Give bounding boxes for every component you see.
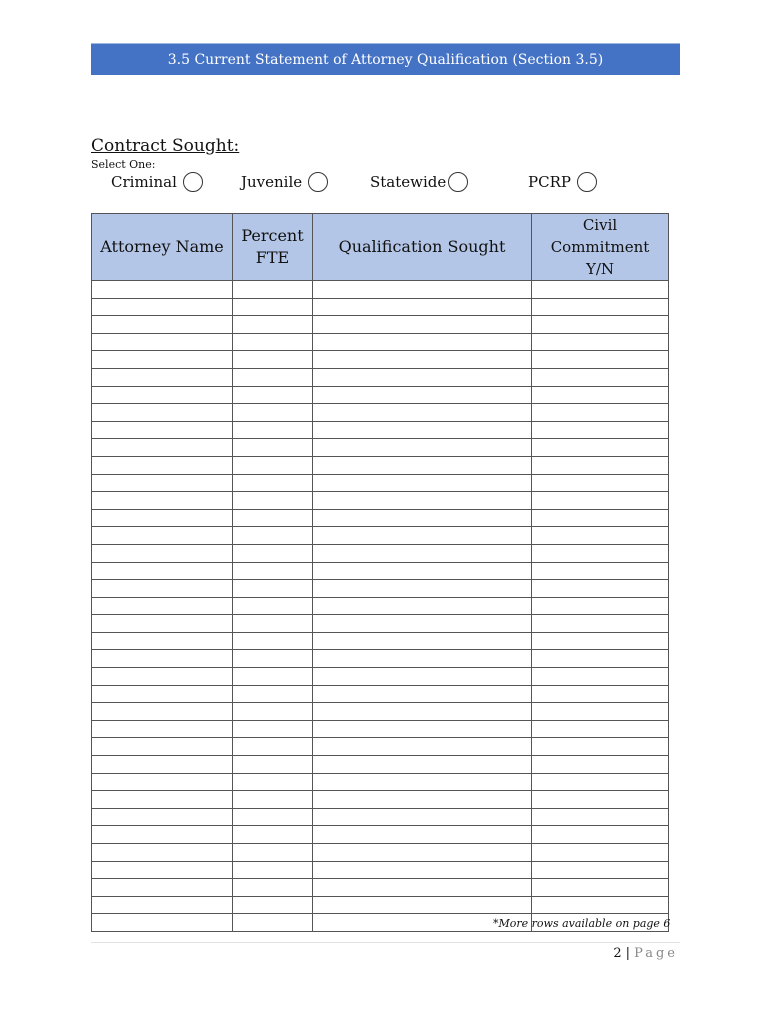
civil-commitment-cell[interactable] — [532, 544, 669, 562]
table-row — [92, 650, 669, 668]
civil-commitment-cell[interactable] — [532, 404, 669, 422]
table-body — [92, 281, 669, 932]
qualification-sought-cell[interactable] — [313, 368, 532, 386]
table-row — [92, 316, 669, 334]
civil-commitment-cell[interactable] — [532, 298, 669, 316]
page-separator: | — [625, 946, 631, 961]
attorney-name-cell[interactable] — [92, 756, 233, 774]
attorney-name-cell[interactable] — [92, 544, 233, 562]
option-criminal-label: Criminal — [111, 173, 177, 191]
civil-commitment-cell[interactable] — [532, 456, 669, 474]
qualification-sought-cell[interactable] — [313, 492, 532, 510]
attorney-name-cell[interactable] — [92, 474, 233, 492]
percent-fte-cell[interactable] — [233, 826, 313, 844]
civil-commitment-cell[interactable] — [532, 632, 669, 650]
table-row — [92, 333, 669, 351]
percent-fte-cell[interactable] — [233, 351, 313, 369]
table-row — [92, 527, 669, 545]
qualification-sought-cell[interactable] — [313, 844, 532, 862]
civil-commitment-cell[interactable] — [532, 896, 669, 914]
column-header-line: Civil Commitment — [550, 216, 650, 256]
attorney-name-cell[interactable] — [92, 421, 233, 439]
percent-fte-cell[interactable] — [233, 791, 313, 809]
table-row — [92, 597, 669, 615]
percent-fte-cell[interactable] — [233, 597, 313, 615]
attorney-name-cell[interactable] — [92, 333, 233, 351]
column-header-line: Percent — [241, 226, 304, 245]
contract-sought-title: Contract Sought: — [91, 136, 240, 156]
attorney-name-cell[interactable] — [92, 650, 233, 668]
column-header-percent-fte — [233, 214, 313, 281]
attorney-name-cell[interactable] — [92, 386, 233, 404]
option-criminal — [111, 172, 203, 192]
qualification-sought-cell[interactable] — [313, 791, 532, 809]
civil-commitment-cell[interactable] — [532, 826, 669, 844]
civil-commitment-cell[interactable] — [532, 333, 669, 351]
percent-fte-cell[interactable] — [233, 439, 313, 457]
qualification-sought-cell[interactable] — [313, 738, 532, 756]
option-pcrp — [528, 172, 597, 192]
civil-commitment-cell[interactable] — [532, 668, 669, 686]
qualification-sought-cell[interactable] — [313, 808, 532, 826]
percent-fte-cell[interactable] — [233, 844, 313, 862]
table-row — [92, 615, 669, 633]
civil-commitment-cell[interactable] — [532, 281, 669, 299]
attorney-name-cell[interactable] — [92, 738, 233, 756]
table-row — [92, 720, 669, 738]
attorney-name-cell[interactable] — [92, 844, 233, 862]
civil-commitment-cell[interactable] — [532, 844, 669, 862]
attorney-name-cell[interactable] — [92, 632, 233, 650]
percent-fte-cell[interactable] — [233, 333, 313, 351]
qualification-sought-cell[interactable] — [313, 404, 532, 422]
civil-commitment-cell[interactable] — [532, 439, 669, 457]
qualification-sought-cell[interactable] — [313, 896, 532, 914]
table-row — [92, 632, 669, 650]
qualification-sought-cell[interactable] — [313, 527, 532, 545]
civil-commitment-cell[interactable] — [532, 492, 669, 510]
qualification-sought-cell[interactable] — [313, 720, 532, 738]
select-one-label: Select One: — [91, 158, 156, 171]
qualification-sought-cell[interactable] — [313, 668, 532, 686]
percent-fte-cell[interactable] — [233, 562, 313, 580]
percent-fte-cell[interactable] — [233, 615, 313, 633]
percent-fte-cell[interactable] — [233, 580, 313, 598]
percent-fte-cell[interactable] — [233, 298, 313, 316]
attorney-name-cell[interactable] — [92, 597, 233, 615]
attorney-name-cell[interactable] — [92, 826, 233, 844]
percent-fte-cell[interactable] — [233, 386, 313, 404]
percent-fte-cell[interactable] — [233, 773, 313, 791]
attorney-name-cell[interactable] — [92, 791, 233, 809]
table-row — [92, 791, 669, 809]
table-row — [92, 756, 669, 774]
table-row — [92, 826, 669, 844]
qualification-sought-cell[interactable] — [313, 333, 532, 351]
civil-commitment-cell[interactable] — [532, 509, 669, 527]
qualification-sought-cell[interactable] — [313, 281, 532, 299]
percent-fte-cell[interactable] — [233, 421, 313, 439]
qualification-sought-cell[interactable] — [313, 562, 532, 580]
qualification-sought-cell[interactable] — [313, 386, 532, 404]
attorney-name-cell[interactable] — [92, 439, 233, 457]
table-row — [92, 808, 669, 826]
attorney-name-cell[interactable] — [92, 404, 233, 422]
pcrp-radio[interactable] — [577, 172, 597, 192]
civil-commitment-cell[interactable] — [532, 615, 669, 633]
civil-commitment-cell[interactable] — [532, 386, 669, 404]
attorney-name-cell[interactable] — [92, 685, 233, 703]
civil-commitment-cell[interactable] — [532, 316, 669, 334]
civil-commitment-cell[interactable] — [532, 650, 669, 668]
qualification-sought-cell[interactable] — [313, 509, 532, 527]
qualification-sought-cell[interactable] — [313, 597, 532, 615]
percent-fte-cell[interactable] — [233, 756, 313, 774]
footer-divider — [91, 942, 680, 943]
percent-fte-cell[interactable] — [233, 456, 313, 474]
table-row — [92, 456, 669, 474]
civil-commitment-cell[interactable] — [532, 368, 669, 386]
percent-fte-cell[interactable] — [233, 650, 313, 668]
attorney-name-cell[interactable] — [92, 615, 233, 633]
qualification-sought-cell[interactable] — [313, 650, 532, 668]
attorney-name-cell[interactable] — [92, 456, 233, 474]
table-row — [92, 386, 669, 404]
percent-fte-cell[interactable] — [233, 861, 313, 879]
attorney-name-cell[interactable] — [92, 773, 233, 791]
column-header-line: FTE — [255, 248, 290, 267]
qualification-sought-cell[interactable] — [313, 580, 532, 598]
percent-fte-cell[interactable] — [233, 703, 313, 721]
option-statewide — [370, 172, 468, 192]
civil-commitment-cell[interactable] — [532, 879, 669, 897]
table-row — [92, 668, 669, 686]
section-header — [91, 43, 680, 75]
qualification-sought-cell[interactable] — [313, 456, 532, 474]
civil-commitment-cell[interactable] — [532, 773, 669, 791]
table-row — [92, 861, 669, 879]
table-row — [92, 492, 669, 510]
column-header-attorney-name — [92, 214, 233, 281]
attorney-name-cell[interactable] — [92, 703, 233, 721]
percent-fte-cell[interactable] — [233, 879, 313, 897]
percent-fte-cell[interactable] — [233, 527, 313, 545]
page-footer — [613, 946, 678, 961]
percent-fte-cell[interactable] — [233, 896, 313, 914]
attorney-name-cell[interactable] — [92, 509, 233, 527]
table-row — [92, 844, 669, 862]
column-header-civil-commitment — [532, 214, 669, 281]
percent-fte-cell[interactable] — [233, 492, 313, 510]
qualification-sought-cell[interactable] — [313, 756, 532, 774]
qualification-sought-cell[interactable] — [313, 474, 532, 492]
page-word: Page — [634, 946, 678, 961]
attorney-name-cell[interactable] — [92, 298, 233, 316]
attorney-name-cell[interactable] — [92, 720, 233, 738]
civil-commitment-cell[interactable] — [532, 808, 669, 826]
table-row — [92, 351, 669, 369]
attorney-name-cell[interactable] — [92, 808, 233, 826]
civil-commitment-cell[interactable] — [532, 685, 669, 703]
civil-commitment-cell[interactable] — [532, 720, 669, 738]
attorney-name-cell[interactable] — [92, 351, 233, 369]
civil-commitment-cell[interactable] — [532, 474, 669, 492]
civil-commitment-cell[interactable] — [532, 791, 669, 809]
percent-fte-cell[interactable] — [233, 316, 313, 334]
juvenile-radio[interactable] — [308, 172, 328, 192]
attorney-name-cell[interactable] — [92, 368, 233, 386]
column-header-line: Qualification Sought — [338, 237, 506, 256]
percent-fte-cell[interactable] — [233, 368, 313, 386]
table-row — [92, 685, 669, 703]
attorney-name-cell[interactable] — [92, 562, 233, 580]
civil-commitment-cell[interactable] — [532, 527, 669, 545]
qualification-sought-cell[interactable] — [313, 351, 532, 369]
table-row — [92, 298, 669, 316]
percent-fte-cell[interactable] — [233, 509, 313, 527]
table-row — [92, 281, 669, 299]
percent-fte-cell[interactable] — [233, 668, 313, 686]
attorney-name-cell[interactable] — [92, 492, 233, 510]
percent-fte-cell[interactable] — [233, 632, 313, 650]
attorney-name-cell[interactable] — [92, 861, 233, 879]
page-number: 2 — [613, 946, 622, 961]
table-row — [92, 474, 669, 492]
criminal-radio[interactable] — [183, 172, 203, 192]
civil-commitment-cell[interactable] — [532, 580, 669, 598]
qualification-sought-cell[interactable] — [313, 632, 532, 650]
table-row — [92, 509, 669, 527]
column-header-line: Attorney Name — [100, 237, 224, 256]
percent-fte-cell[interactable] — [233, 914, 313, 932]
civil-commitment-cell[interactable] — [532, 738, 669, 756]
percent-fte-cell[interactable] — [233, 808, 313, 826]
table-row — [92, 421, 669, 439]
column-header-line: Y/N — [585, 260, 615, 278]
attorney-name-cell[interactable] — [92, 281, 233, 299]
table-header-row — [92, 214, 669, 281]
table-row — [92, 896, 669, 914]
civil-commitment-cell[interactable] — [532, 703, 669, 721]
attorney-name-cell[interactable] — [92, 896, 233, 914]
column-header-qualification-sought — [313, 214, 532, 281]
option-statewide-label: Statewide — [370, 173, 447, 191]
table-row — [92, 580, 669, 598]
civil-commitment-cell[interactable] — [532, 756, 669, 774]
statewide-radio[interactable] — [448, 172, 468, 192]
civil-commitment-cell[interactable] — [532, 861, 669, 879]
option-pcrp-label: PCRP — [528, 173, 571, 191]
more-rows-note: *More rows available on page 6 — [493, 917, 671, 930]
attorney-name-cell[interactable] — [92, 527, 233, 545]
qualification-sought-cell[interactable] — [313, 826, 532, 844]
table-row — [92, 439, 669, 457]
table-row — [92, 879, 669, 897]
table-row — [92, 562, 669, 580]
qualification-sought-cell[interactable] — [313, 439, 532, 457]
section-title: 3.5 Current Statement of Attorney Qualification (Section 3.5) — [167, 51, 604, 68]
qualification-sought-cell[interactable] — [313, 685, 532, 703]
percent-fte-cell[interactable] — [233, 738, 313, 756]
attorney-name-cell[interactable] — [92, 914, 233, 932]
qualification-sought-cell[interactable] — [313, 861, 532, 879]
percent-fte-cell[interactable] — [233, 685, 313, 703]
percent-fte-cell[interactable] — [233, 281, 313, 299]
table-row — [92, 368, 669, 386]
attorney-name-cell[interactable] — [92, 316, 233, 334]
civil-commitment-cell[interactable] — [532, 421, 669, 439]
attorney-name-cell[interactable] — [92, 879, 233, 897]
qualification-sought-cell[interactable] — [313, 421, 532, 439]
civil-commitment-cell[interactable] — [532, 351, 669, 369]
percent-fte-cell[interactable] — [233, 544, 313, 562]
percent-fte-cell[interactable] — [233, 720, 313, 738]
qualification-sought-cell[interactable] — [313, 703, 532, 721]
qualification-sought-cell[interactable] — [313, 615, 532, 633]
table-row — [92, 773, 669, 791]
qualification-sought-cell[interactable] — [313, 544, 532, 562]
table-row — [92, 738, 669, 756]
percent-fte-cell[interactable] — [233, 404, 313, 422]
civil-commitment-cell[interactable] — [532, 562, 669, 580]
qualification-sought-cell[interactable] — [313, 298, 532, 316]
qualification-sought-cell[interactable] — [313, 879, 532, 897]
table-row — [92, 404, 669, 422]
qualification-sought-cell[interactable] — [313, 316, 532, 334]
option-juvenile — [241, 172, 328, 192]
percent-fte-cell[interactable] — [233, 474, 313, 492]
attorney-name-cell[interactable] — [92, 668, 233, 686]
attorney-name-cell[interactable] — [92, 580, 233, 598]
option-juvenile-label: Juvenile — [241, 173, 303, 191]
table-row — [92, 544, 669, 562]
table-row — [92, 703, 669, 721]
civil-commitment-cell[interactable] — [532, 597, 669, 615]
attorney-table — [91, 213, 669, 932]
qualification-sought-cell[interactable] — [313, 773, 532, 791]
